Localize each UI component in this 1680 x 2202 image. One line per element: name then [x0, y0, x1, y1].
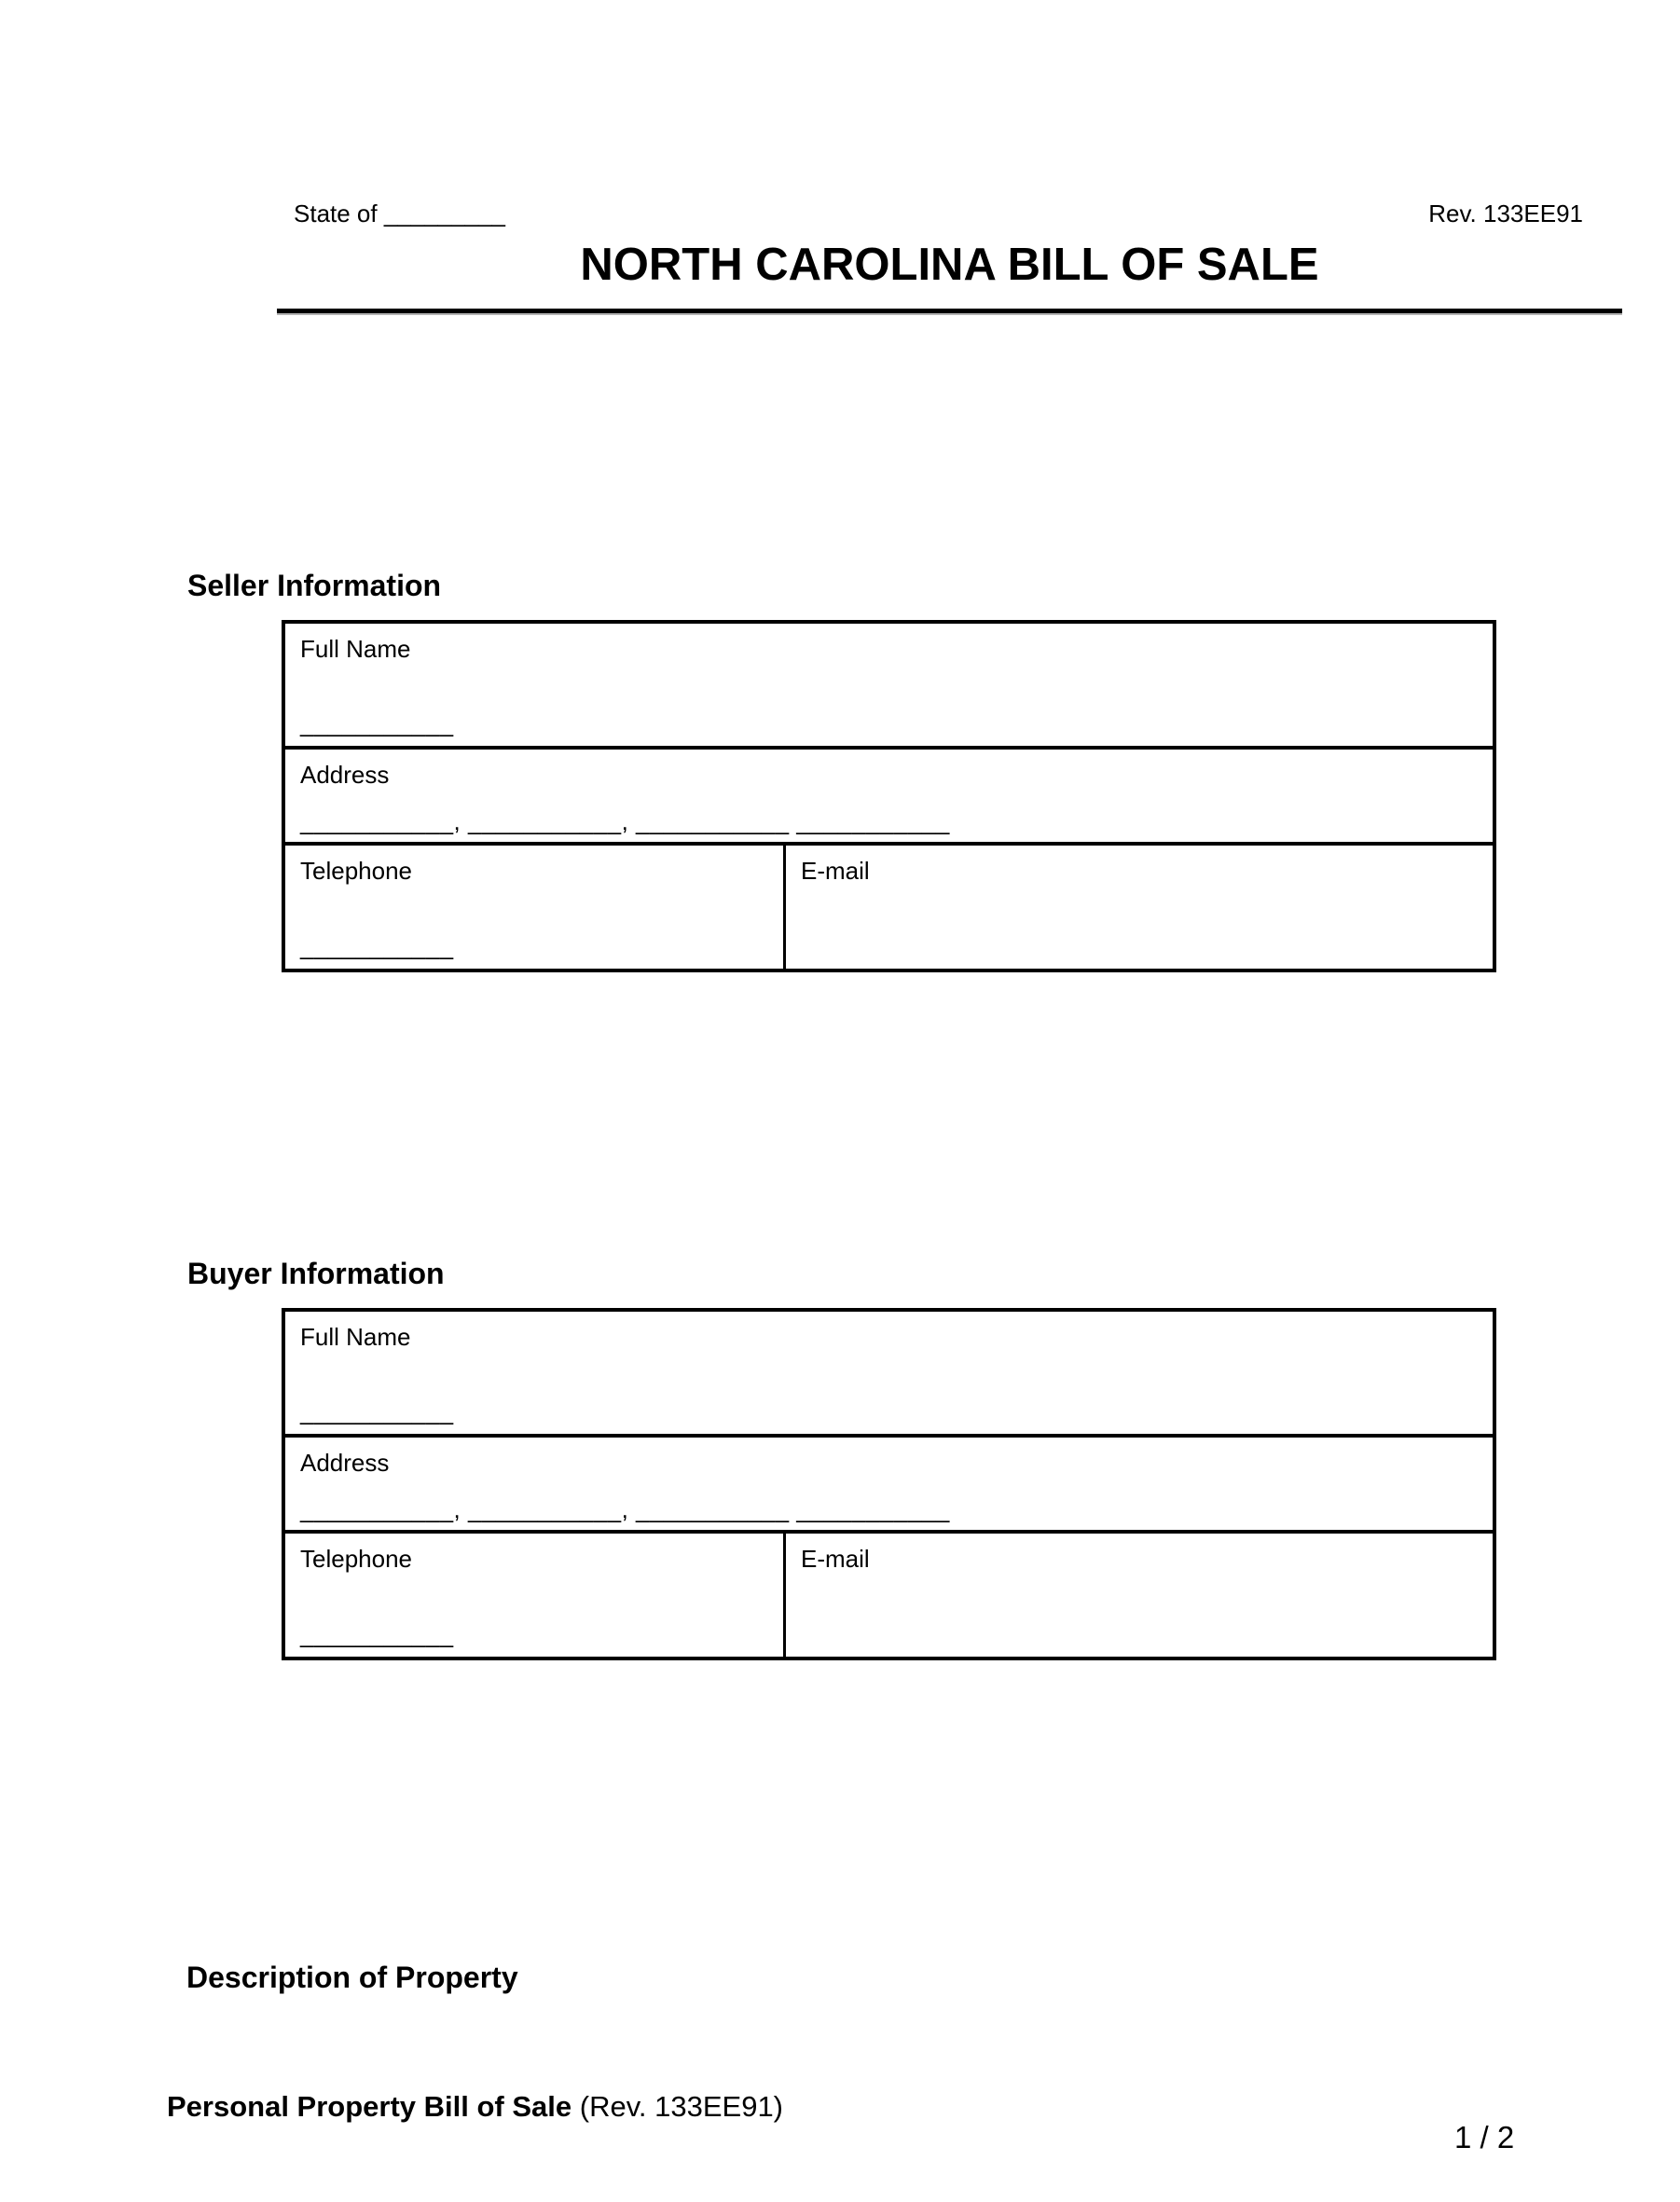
buyer-email-cell	[786, 1534, 1493, 1657]
buyer-telephone-label: Telephone	[300, 1545, 412, 1573]
buyer-address-row	[285, 1438, 1493, 1534]
seller-full-name-label: Full Name	[300, 635, 411, 663]
buyer-full-name-label: Full Name	[300, 1323, 411, 1351]
seller-contact-row	[285, 846, 1493, 969]
state-of-blank-field[interactable]: _________	[383, 200, 505, 227]
buyer-telephone-blank-field[interactable]: ___________	[300, 1620, 454, 1648]
buyer-contact-row	[285, 1534, 1493, 1657]
buyer-section-heading: Buyer Information	[187, 1257, 445, 1290]
buyer-address-blank-fields[interactable]: ___________, ___________, ___________ ___________	[300, 1495, 950, 1523]
seller-telephone-blank-field[interactable]: ___________	[300, 932, 454, 960]
seller-info-table	[282, 620, 1496, 972]
state-of-label: State of	[294, 200, 384, 227]
seller-section-heading: Seller Information	[187, 569, 442, 602]
buyer-email-label: E-mail	[801, 1545, 870, 1573]
seller-full-name-row	[285, 624, 1493, 750]
seller-full-name-blank-field[interactable]: ___________	[300, 709, 454, 737]
buyer-full-name-row	[285, 1312, 1493, 1438]
seller-address-blank-fields[interactable]: ___________, ___________, ___________ ___________	[300, 807, 950, 835]
seller-address-row	[285, 750, 1493, 846]
buyer-full-name-blank-field[interactable]: ___________	[300, 1397, 454, 1425]
footer-document-name	[167, 2090, 783, 2124]
seller-email-label: E-mail	[801, 857, 870, 885]
seller-email-cell	[786, 846, 1493, 969]
buyer-telephone-cell	[285, 1534, 786, 1657]
seller-telephone-label: Telephone	[300, 857, 412, 885]
buyer-address-label: Address	[300, 1449, 390, 1477]
description-section-heading: Description of Property	[186, 1961, 518, 1994]
footer-title-bold: Personal Property Bill of Sale	[167, 2090, 572, 2123]
seller-telephone-cell	[285, 846, 786, 969]
seller-address-label: Address	[300, 761, 390, 789]
page-number: 1 / 2	[1454, 2120, 1515, 2154]
buyer-info-table	[282, 1308, 1496, 1660]
state-of-line	[294, 200, 505, 228]
revision-label: Rev. 133EE91	[1428, 200, 1583, 227]
page-title: NORTH CAROLINA BILL OF SALE	[580, 240, 1319, 290]
title-divider-rule	[277, 309, 1622, 315]
footer-revision: (Rev. 133EE91)	[571, 2090, 784, 2123]
